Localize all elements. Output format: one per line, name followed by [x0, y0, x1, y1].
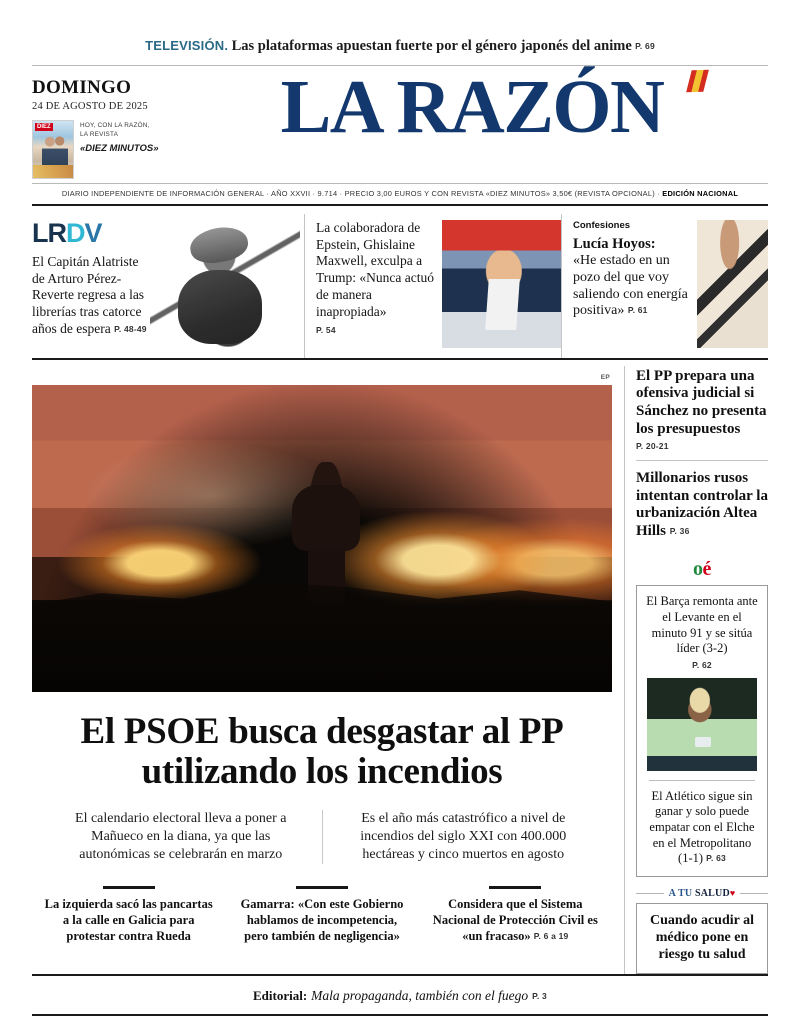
editorial-footer[interactable]: [32, 974, 768, 1014]
sports-second-headline-text: El Atlético sigue sin ganar y solo puede empatar con el Elche en el Metropolitano (1-1): [649, 788, 755, 866]
magazine-promo-line1: HOY, CON LA RAZÓN,: [80, 121, 150, 129]
masthead-title: LA RAZÓN: [280, 65, 664, 149]
oe-logo-main: o: [693, 558, 703, 581]
health-headline: Cuando acudir al médico pone en riesgo tu salud: [650, 912, 754, 962]
main-headline: El PSOE busca desgastar al PP utilizando los incendios: [80, 710, 564, 792]
magazine-cover-figures: [42, 135, 68, 165]
health-section: [636, 888, 768, 974]
logo-rule-right: [740, 893, 768, 894]
hero-photo-credit: EP: [600, 373, 610, 381]
barca-player-photo: [647, 678, 757, 771]
teaser-lrdv-headline-text: El Capitán Alatriste de Arturo Pérez-Reverte regresa a las librerías tras catorce años de espera: [32, 253, 145, 336]
photo-credit-line: [32, 366, 612, 384]
hero-photo-firefighter-silhouette: [308, 462, 346, 606]
sports-second-page-ref: P. 63: [706, 853, 726, 864]
teaser-confesiones[interactable]: [561, 214, 768, 358]
sidebar-column: [624, 366, 768, 974]
oe-sports-logo-icon[interactable]: [636, 549, 768, 581]
sidebar-item-altea-hills[interactable]: [636, 460, 768, 549]
sidebar-item-headline-text: Millonarios rusos intentan controlar la urbanización Altea Hills: [636, 470, 768, 539]
main-body: [32, 358, 768, 974]
brief-text-value: La izquierda sacó las pancartas a la calle en Galicia para protestar contra Rueda: [44, 897, 213, 943]
masthead: [0, 66, 800, 179]
teaser-lrdv[interactable]: [32, 214, 304, 358]
a-tu-salud-part2: SALUD: [694, 887, 730, 899]
sports-box-divider: [649, 780, 755, 781]
teaser-lrdv-headline: [32, 254, 152, 338]
masthead-logo[interactable]: [172, 65, 768, 149]
a-tu-salud-logo-icon[interactable]: [636, 888, 768, 903]
teaser-strip: [32, 204, 768, 358]
logo-rule-left: [636, 893, 664, 894]
brief-text-value: Considera que el Sistema Nacional de Protección Civil es «un fracaso»: [432, 897, 598, 943]
sidebar-item-page-ref: P. 36: [669, 525, 690, 536]
magazine-promo-name: «DIEZ MINUTOS»: [80, 143, 159, 155]
health-box[interactable]: [636, 903, 768, 974]
sports-headline-text: El Barça remonta ante el Levante en el minuto 91 y se sitúa líder (3-2): [646, 594, 758, 656]
brief-text: [234, 897, 409, 944]
magazine-cover-thumbnail: [32, 120, 74, 179]
masthead-date: 24 DE AGOSTO DE 2025: [32, 100, 148, 112]
teaser-confesiones-text: [573, 220, 691, 348]
top-teaser-page-ref: P. 69: [635, 41, 655, 51]
sidebar-item-page-ref: P. 20-21: [636, 441, 669, 452]
teaser-epstein[interactable]: [304, 214, 561, 358]
magazine-promo-text: [80, 120, 158, 179]
teaser-confesiones-kicker: Confesiones: [573, 219, 631, 231]
heart-icon: ♥: [729, 887, 736, 898]
lrdv-logo-part1: LR: [32, 217, 66, 248]
a-tu-salud-logo-text: [669, 888, 736, 899]
brief-text-value: Gamarra: «Con este Gobierno hablamos de incompetencia, pero también de negligencia»: [240, 897, 404, 943]
masthead-subline-plain: DIARIO INDEPENDIENTE DE INFORMACIÓN GENERAL · AÑO XXVII · 9.714 · PRECIO 3,00 EUROS Y CON REVISTA «DIEZ MINUTOS» 3,50€ (REVISTA OPCIONAL) ·: [61, 188, 663, 198]
teaser-lrdv-page-ref: P. 48-49: [114, 323, 147, 334]
teaser-epstein-text: [316, 220, 434, 348]
teaser-epstein-headline: [316, 220, 434, 320]
sports-box[interactable]: [636, 585, 768, 877]
alatriste-illustration: [150, 216, 300, 348]
brief-item[interactable]: [32, 886, 225, 944]
spanish-flag-accent-icon: [686, 70, 709, 93]
top-teaser-kicker: TELEVISIÓN.: [145, 38, 229, 53]
magazine-cover-strip: [33, 165, 73, 178]
brief-item[interactable]: [225, 886, 418, 944]
a-tu-salud-part1: A TU: [668, 887, 695, 899]
masthead-left-block: [32, 72, 172, 179]
teaser-confesiones-quote: [573, 253, 691, 320]
main-column: [32, 366, 624, 974]
brief-page-ref: P. 6 a 19: [533, 930, 569, 941]
lucia-hoyos-photo: [697, 220, 768, 348]
sports-page-ref: P. 62: [692, 659, 712, 670]
masthead-edition: EDICIÓN NACIONAL: [662, 188, 739, 198]
masthead-weekday: DOMINGO: [32, 77, 132, 98]
sidebar-item-headline-text: El PP prepara una ofensiva judicial si Sánchez no presenta los presupuestos: [636, 367, 767, 437]
editorial-title: Mala propaganda, también con el fuego: [311, 988, 529, 1004]
brief-item[interactable]: [419, 886, 612, 944]
editorial-page-ref: P. 3: [532, 991, 547, 1002]
teaser-confesiones-page-ref: P. 61: [627, 305, 648, 316]
brief-text: [428, 897, 603, 944]
magazine-promo[interactable]: [32, 120, 172, 179]
teaser-confesiones-name: Lucía Hoyos:: [573, 235, 656, 252]
hero-wildfire-photo: [32, 385, 612, 692]
lrdv-logo-part2: D: [66, 217, 85, 248]
sidebar-item-headline: [636, 368, 768, 438]
main-deck-right: Es el año más catastrófico a nivel de incendios del siglo XXI con 400.000 hectáreas y cinco muertos en agosto: [322, 810, 605, 865]
sidebar-item-pp-ofensiva[interactable]: [636, 366, 768, 460]
magazine-cover-badge: DIEZ: [37, 123, 51, 130]
main-briefs: [32, 876, 612, 944]
trump-photo: [442, 220, 561, 348]
oe-logo-accent: é: [702, 558, 711, 581]
teaser-epstein-headline-text: La colaboradora de Epstein, Ghislaine Maxwell, exculpa a Trump: «Nunca actuó de manera inapropiada»: [316, 219, 434, 319]
main-decks: [32, 806, 612, 877]
sports-headline: [645, 594, 759, 657]
magazine-promo-line2: LA REVISTA: [80, 130, 119, 138]
editorial-label: Editorial:: [253, 988, 308, 1004]
teaser-epstein-page-ref: P. 54: [316, 325, 336, 336]
sidebar-item-headline: [636, 470, 768, 540]
masthead-subline: [0, 184, 800, 204]
brief-text: [41, 897, 216, 944]
sports-second-headline: [645, 789, 759, 867]
lrdv-logo-part3: V: [84, 217, 102, 248]
main-deck-left: El calendario electoral lleva a poner a Mañueco en la diana, ya que las autonómicas se celebrarán en marzo: [75, 810, 287, 863]
top-teaser-banner[interactable]: [0, 0, 800, 65]
teaser-confesiones-quote-text: «He estado en un pozo del que voy saliendo con energía positiva»: [573, 253, 688, 319]
top-teaser-text: Las plataformas apuestan fuerte por el género japonés del anime: [231, 38, 632, 54]
